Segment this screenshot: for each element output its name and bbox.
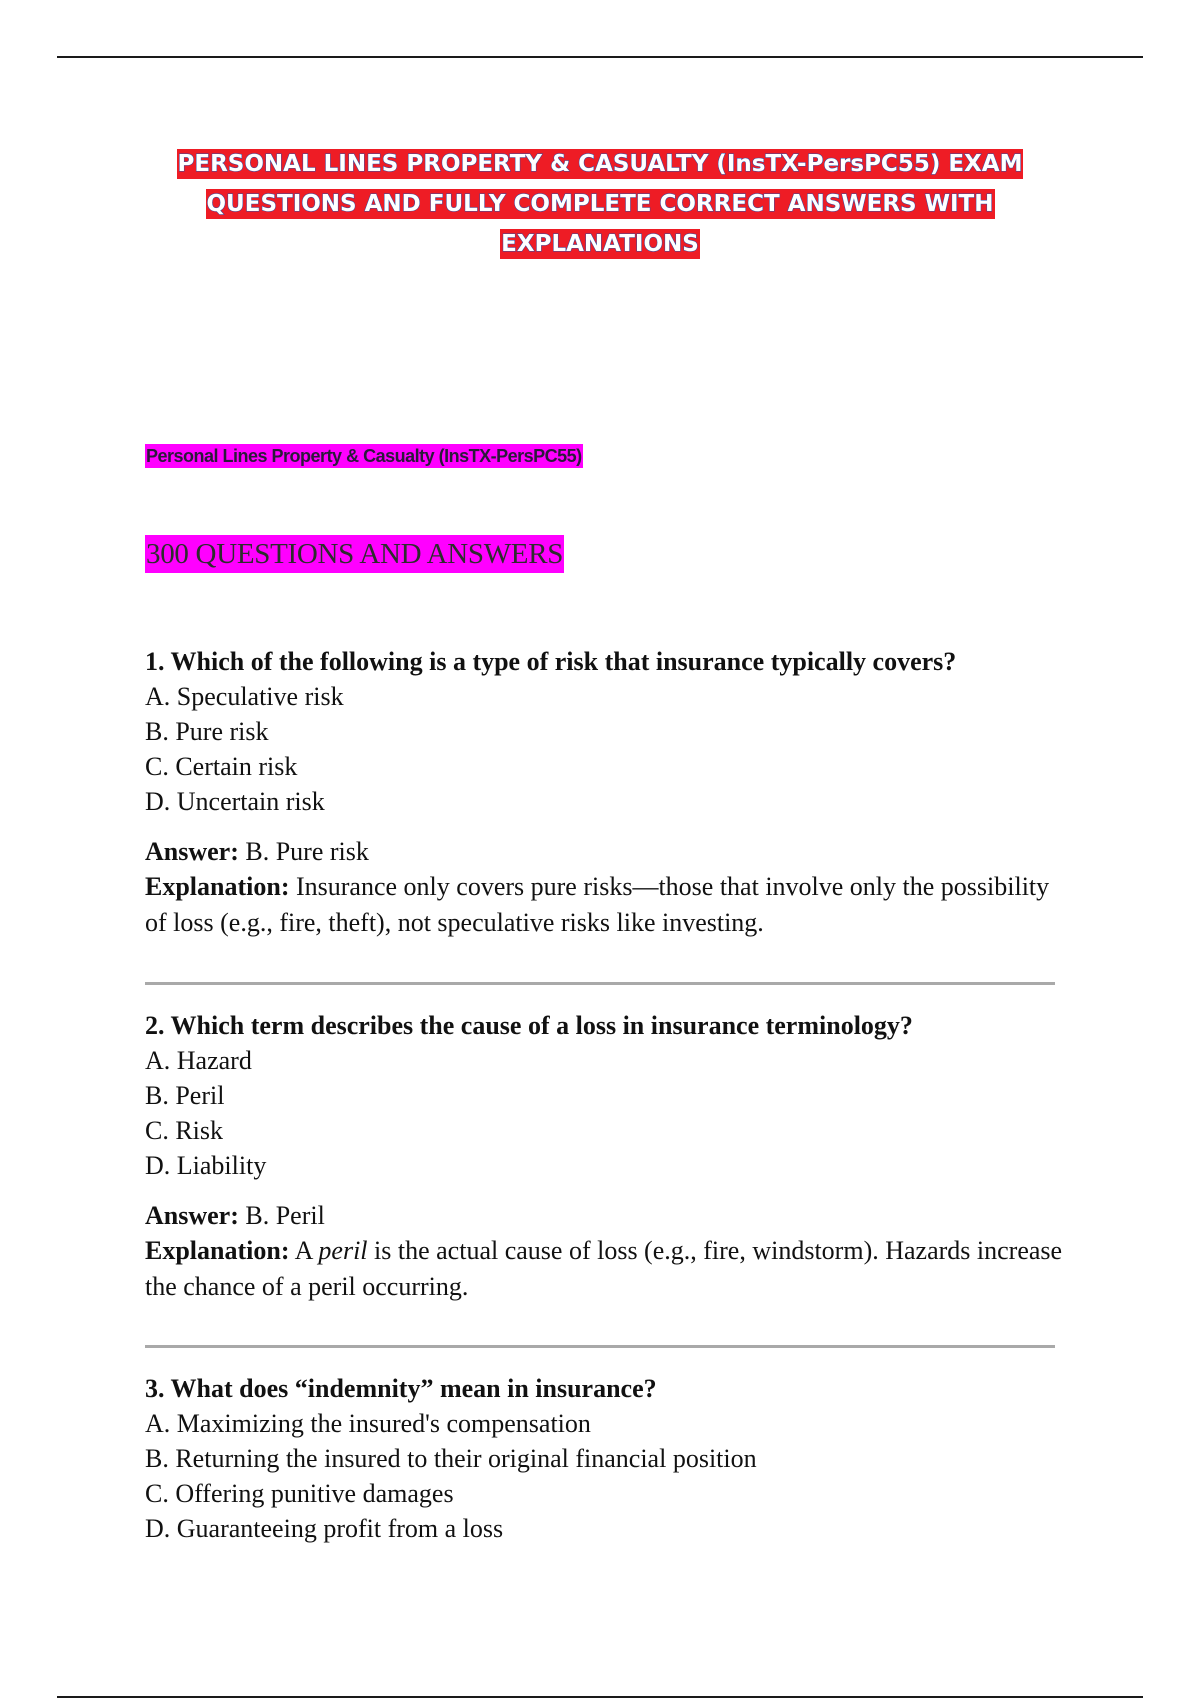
title-highlight: PERSONAL LINES PROPERTY & CASUALTY (InsTX-PersPC55) EXAM QUESTIONS AND FULLY COMPLETE CORRECT ANSWERS WITH EXPLANATIONS [177,151,1023,257]
option-b: B. Pure risk [145,717,269,746]
option-a: A. Hazard [145,1046,252,1075]
document-title [130,144,1070,264]
question-stem: 1. Which of the following is a type of risk that insurance typically covers? [145,647,957,676]
footer-rule [57,1696,1143,1698]
header-rule [57,56,1143,58]
question-count-heading: 300 QUESTIONS AND ANSWERS [145,538,564,571]
question-stem: 2. Which term describes the cause of a loss in insurance terminology? [145,1011,913,1040]
answer-line: Answer: B. Pure risk [145,837,369,866]
question-2 [145,1009,1065,1305]
option-a: A. Maximizing the insured's compensation [145,1409,591,1438]
option-c: C. Risk [145,1116,224,1145]
question-divider [145,982,1055,985]
option-b: B. Peril [145,1081,225,1110]
explanation: Explanation: Insurance only covers pure risks—those that involve only the possibility of loss (e.g., fire, theft), not speculative risks like investing. [145,872,1050,937]
option-c: C. Certain risk [145,752,298,781]
option-c: C. Offering punitive damages [145,1479,454,1508]
option-d: D. Guaranteeing profit from a loss [145,1514,504,1543]
answer-line: Answer: B. Peril [145,1201,325,1230]
question-1 [145,645,1065,941]
option-d: D. Liability [145,1151,267,1180]
explanation: Explanation: A peril is the actual cause of loss (e.g., fire, windstorm). Hazards increase the chance of a peril occurring. [145,1236,1063,1301]
question-divider [145,1345,1055,1348]
document-subtitle: Personal Lines Property & Casualty (InsTX-PersPC55) [146,446,582,466]
question-3 [145,1372,1065,1546]
option-a: A. Speculative risk [145,682,344,711]
option-d: D. Uncertain risk [145,787,325,816]
question-stem: 3. What does “indemnity” mean in insurance? [145,1374,657,1403]
option-b: B. Returning the insured to their original financial position [145,1444,757,1473]
